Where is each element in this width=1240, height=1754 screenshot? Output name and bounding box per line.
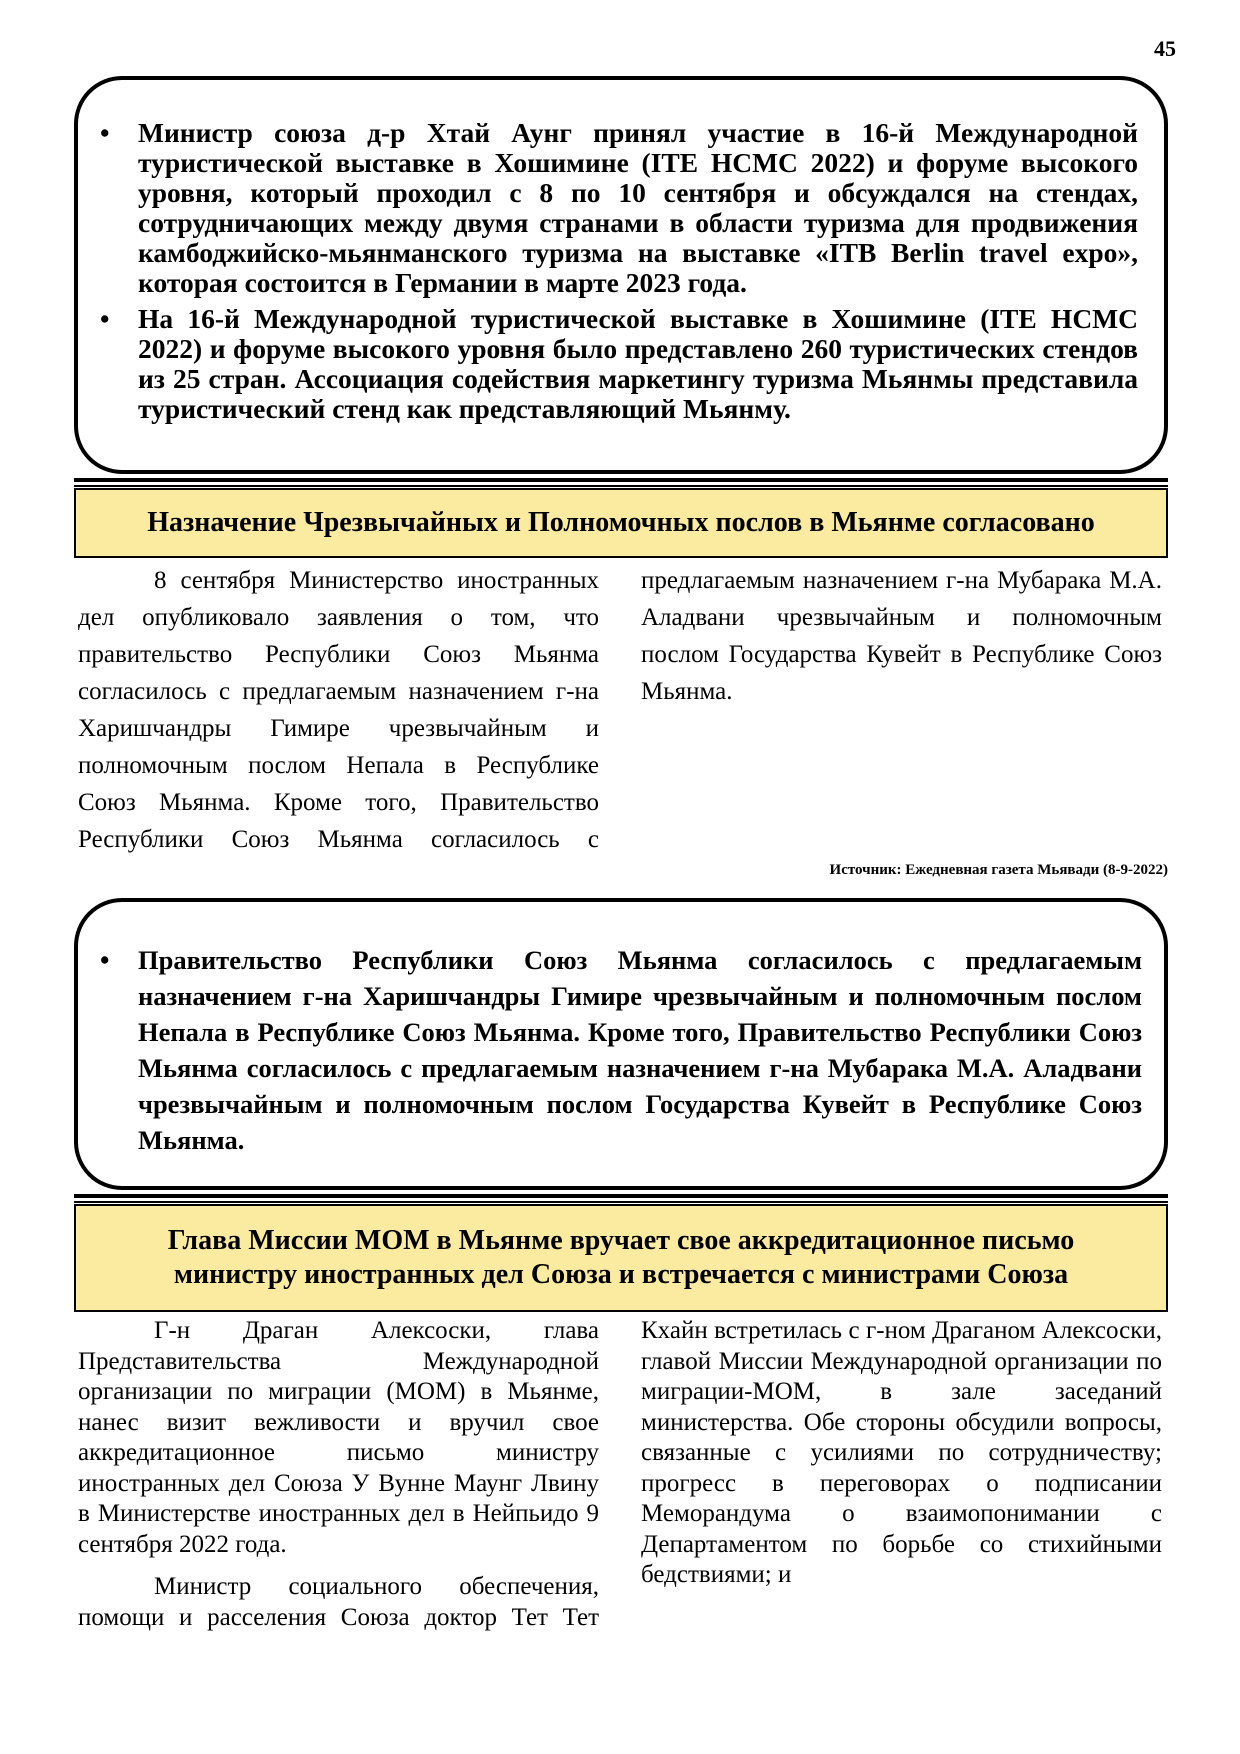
page-number: 45 (1154, 36, 1176, 61)
article-paragraph: 8 сентября Министерство иностранных дел опубликовало заявления о том, что правительство Республики Союз Мьянма согласилось с предлагаемым назначением г-на Харишчандры Гимире чрезвычайным и полномочным послом Непала в Республике Союз Мьянма. Кроме того, Правительство Республики Союз Мьянма согласилось с предлагаемым назначением г-на Мубарака М.А. Аладвани чрезвычайным и полномочным послом Государства Кувейт в Республике Союз Мьянма. (78, 567, 1162, 853)
article-body-ambassadors (78, 562, 1162, 858)
summary-bullet: • Правительство Республики Союз Мьянма согласилось с предлагаемым назначением г-на Харишчандры Гимире чрезвычайным и полномочным послом Непала в Республике Союз Мьянма. Кроме того, Правительство Республики Союз Мьянма согласилось с предлагаемым назначением г-на Мубарака М.А. Аладвани чрезвычайным и полномочным послом Государства Кувейт в Республике Союз Мьянма. (78, 942, 1142, 1158)
summary-bullet: • Министр союза д-р Хтай Аунг принял участие в 16-й Международной туристической выставке в Хошимине (ITE HCMC 2022) и форуме высокого уровня, который проходил с 8 по 10 сентября и обсуждался на стендах, сотрудничающих между двумя странами в области туризма для продвижения камбоджийско-мьянманского туризма на выставке «ITB Berlin travel expo», которая состоится в Германии в марте 2023 года. (78, 118, 1138, 298)
article-heading-iom: Глава Миссии МОМ в Мьянме вручает свое аккредитационное письмо министру иностранных дел Союза и встречается с министрами Союза (74, 1204, 1168, 1312)
summary-box-ambassadors (74, 898, 1168, 1190)
article-paragraph: Г-н Драган Алексоски, глава Представительства Международной организации по миграции (МОМ) в Мьянме, нанес визит вежливости и вручил свое аккредитационное письмо министру иностранных дел Союза У Вунне Маунг Лвину в Министерстве иностранных дел в Нейпьидо 9 сентября 2022 года. (78, 1317, 599, 1558)
section-divider (74, 478, 1168, 487)
summary-list (78, 942, 1142, 1158)
summary-list (78, 118, 1138, 424)
summary-box-tourism (74, 76, 1168, 474)
summary-bullet: • На 16-й Международной туристической выставке в Хошимине (ITE HCMC 2022) и форуме высокого уровня было представлено 260 туристических стендов из 25 стран. Ассоциация содействия маркетингу туризма Мьянмы представила туристический стенд как представляющий Мьянму. (78, 304, 1138, 424)
article-body-iom (78, 1316, 1162, 1662)
section-divider (74, 1194, 1168, 1203)
source-credit: Источник: Ежедневная газета Мьявади (8-9-2022) (829, 862, 1168, 878)
article-heading-ambassadors: Назначение Чрезвычайных и Полномочных послов в Мьянме согласовано (74, 488, 1168, 558)
article-paragraph: Министр социального обеспечения, помощи и расселения Союза доктор Тет Тет Кхайн встретилась с г-ном Драганом Алексоски, главой Миссии Международной организации по миграции-МОМ, в зале заседаний министерства. Обе стороны обсудили вопросы, связанные с усилиями по сотрудничеству; прогресс в переговорах о подписании Меморандума о взаимопонимании с Департаментом по борьбе со стихийными бедствиями; и (78, 1317, 1162, 1631)
